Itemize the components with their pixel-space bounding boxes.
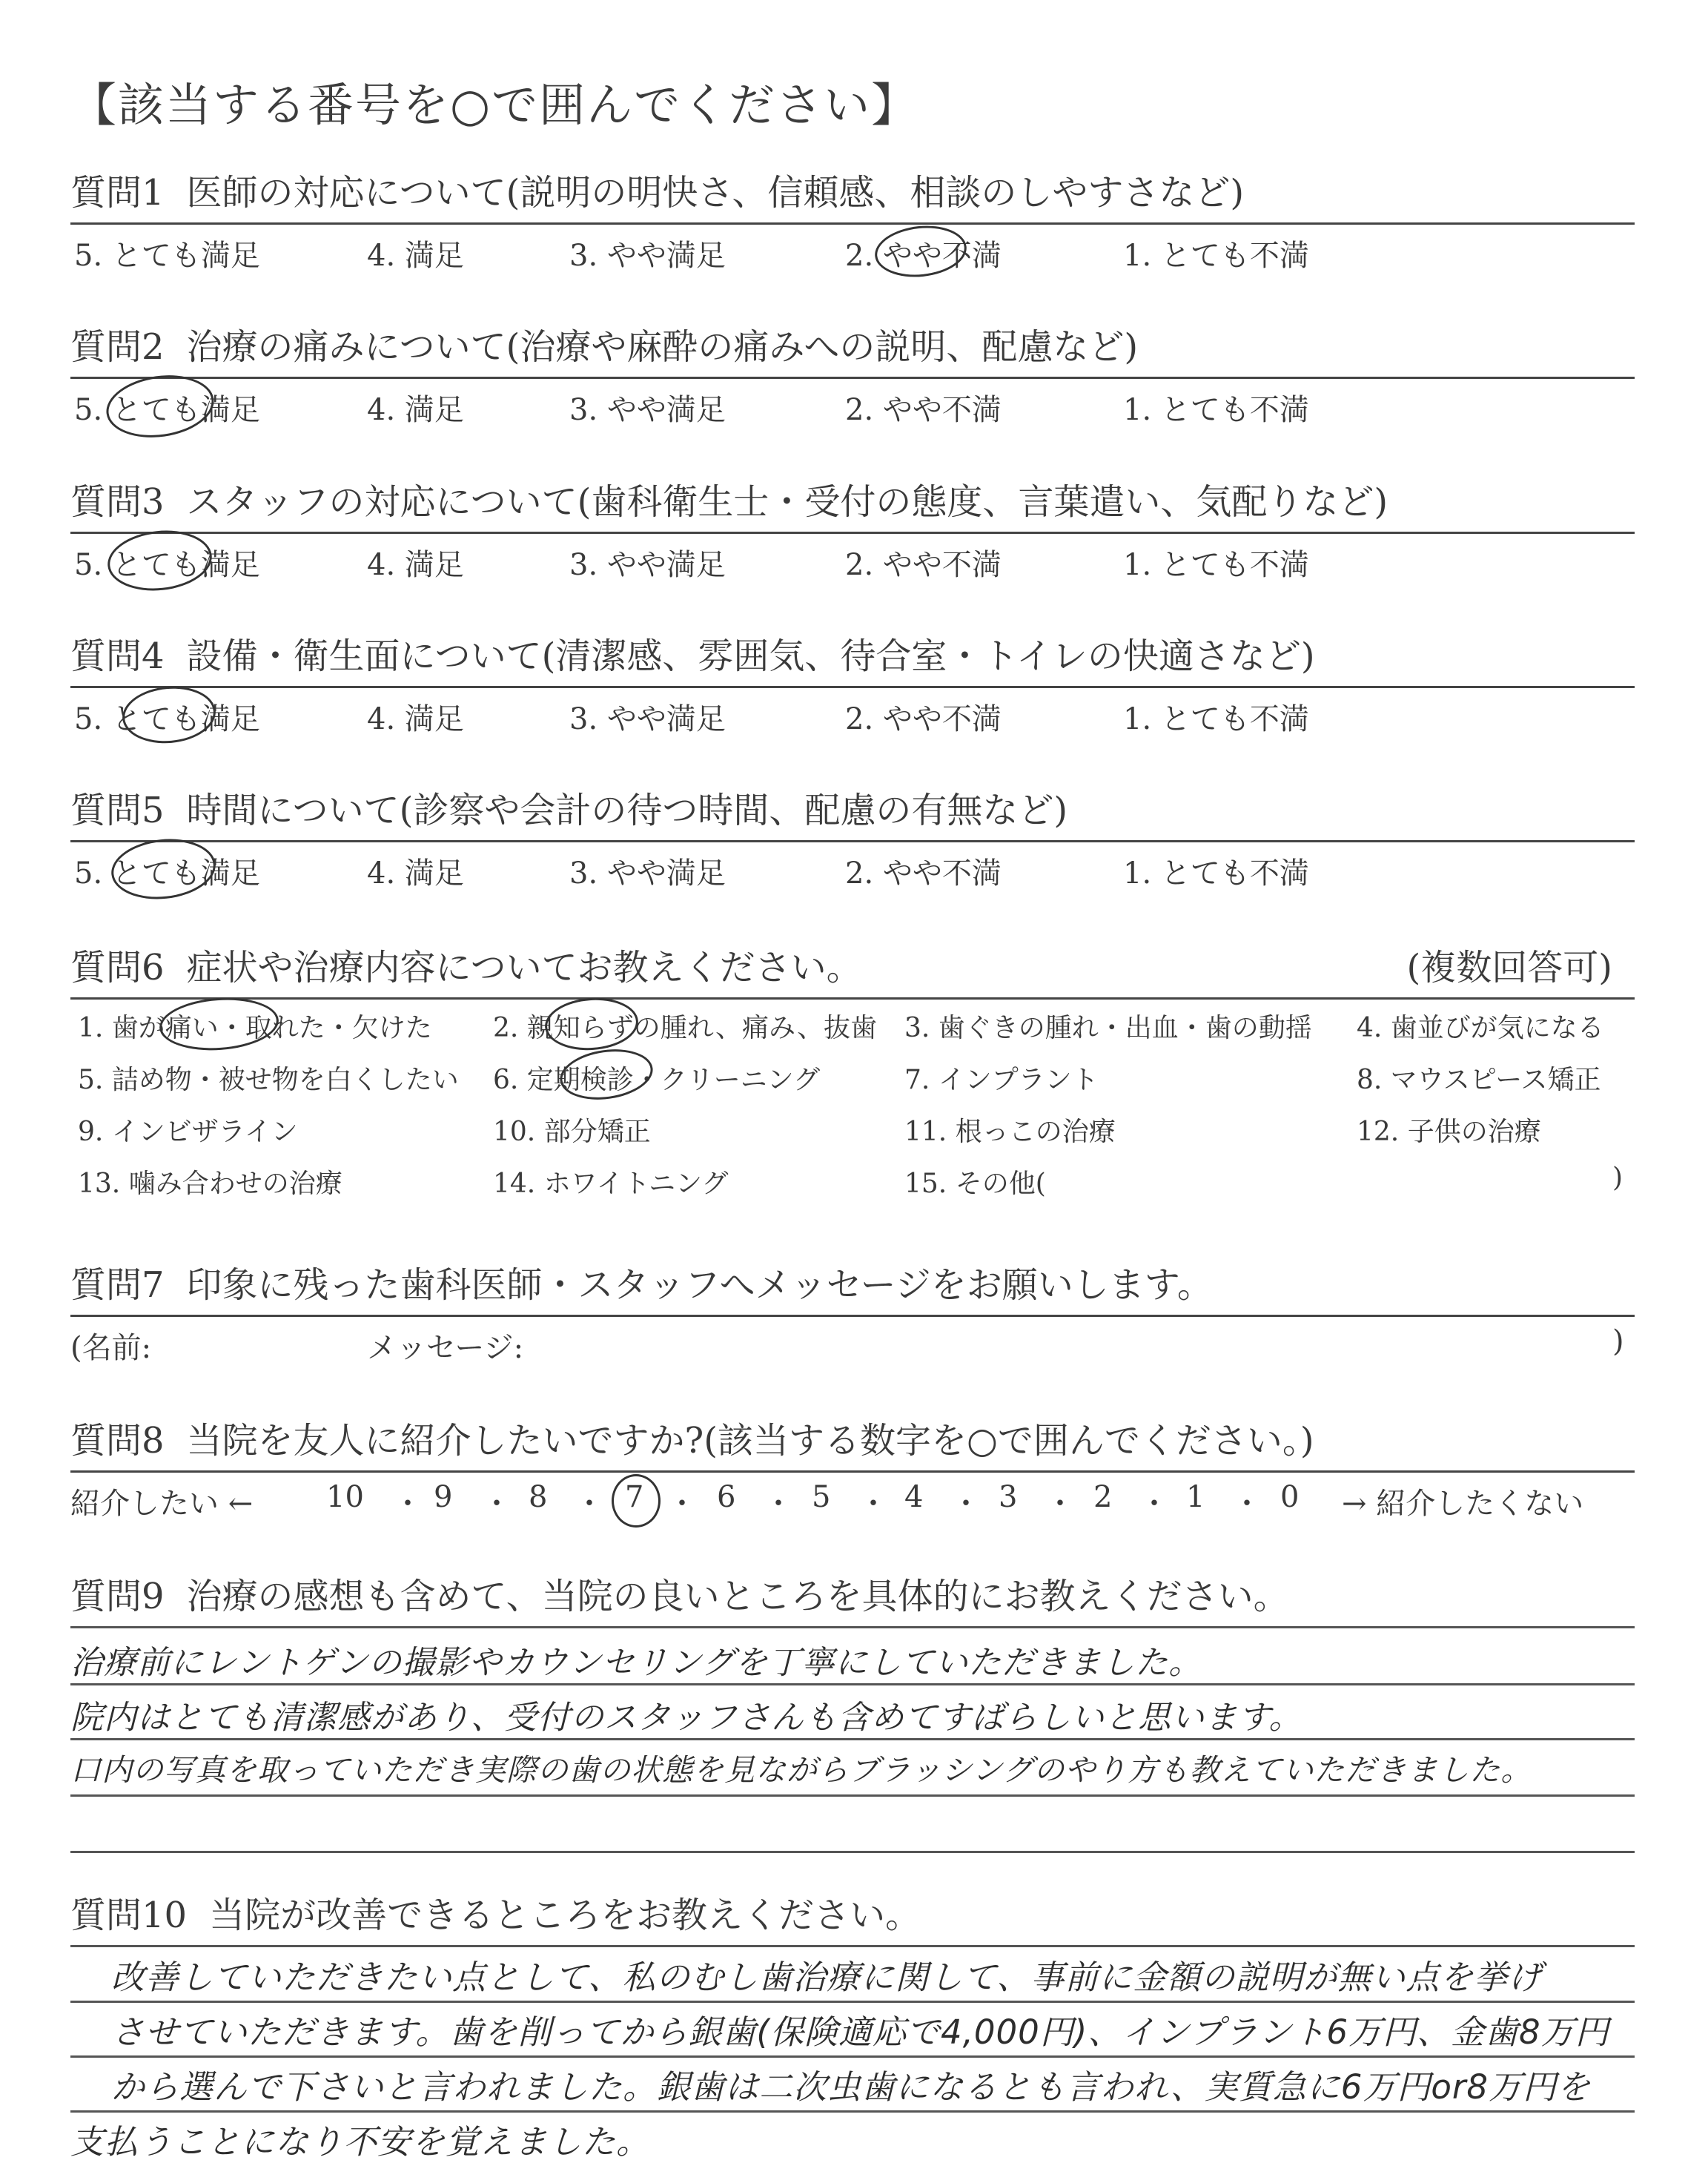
option-3[interactable]: 3. やや満足 xyxy=(569,702,726,736)
question-9 xyxy=(70,1571,1635,1788)
handwritten-answer-line: 治療前にレントゲンの撮影やカウンセリングを丁寧にしていただきました。 xyxy=(70,1644,1202,1682)
handwritten-answer-line: 支払うことになり不安を覚えました。 xyxy=(70,2122,651,2162)
symptom-item[interactable]: 10. 部分矯正 xyxy=(493,1117,651,1147)
other-close-paren: ) xyxy=(1612,1163,1623,1193)
symptom-item[interactable]: 11. 根っこの治療 xyxy=(904,1117,1116,1147)
writing-line xyxy=(70,1794,1635,1797)
option-3[interactable]: 3. やや満足 xyxy=(569,548,726,582)
scale-number[interactable]: 0 xyxy=(1280,1480,1300,1514)
question-number: 質問3 xyxy=(70,481,165,523)
selection-circle xyxy=(102,369,218,444)
question-number: 質問8 xyxy=(70,1420,165,1462)
question-number: 質問4 xyxy=(70,635,165,677)
option-4[interactable]: 4. 満足 xyxy=(367,856,464,891)
option-4[interactable]: 4. 満足 xyxy=(367,548,464,582)
writing-line xyxy=(70,1683,1635,1685)
option-2[interactable]: 2. やや不満 xyxy=(845,239,1002,273)
selection-circle xyxy=(108,834,219,904)
name-field-label[interactable]: (名前: xyxy=(70,1331,152,1365)
question-number: 質問6 xyxy=(70,947,165,988)
writing-line xyxy=(70,2055,1635,2058)
handwritten-answer-line: 改善していただきたい点として、私のむし歯治療に関して、事前に金額の説明が無い点を挙げ xyxy=(111,1958,1543,1997)
close-paren: ) xyxy=(1612,1324,1624,1358)
scale-number[interactable]: 8 xyxy=(529,1480,548,1514)
question-text: 症状や治療内容についてお教えください。 xyxy=(186,947,862,988)
handwritten-answer-line: 院内はとても清潔感があり、受付のスタッフさんも含めてすばらしいと思います。 xyxy=(70,1699,1302,1737)
divider xyxy=(70,997,1635,1000)
scale-number[interactable]: 1 xyxy=(1186,1480,1205,1514)
question-text: スタッフの対応について(歯科衛生士・受付の態度、言葉遣い、気配りなど) xyxy=(186,481,1388,523)
selection-circle xyxy=(105,526,215,595)
writing-line xyxy=(70,2001,1635,2003)
writing-line xyxy=(70,1626,1635,1628)
scale-number[interactable]: 3 xyxy=(999,1480,1018,1514)
scale-number[interactable]: 6 xyxy=(717,1480,736,1514)
option-2[interactable]: 2. やや不満 xyxy=(845,856,1002,891)
symptom-item[interactable]: 12. 子供の治療 xyxy=(1357,1117,1541,1147)
question-text: 医師の対応について(説明の明快さ、信頼感、相談のしやすさなど) xyxy=(186,172,1245,214)
option-5[interactable]: 5. とても満足 xyxy=(74,856,260,891)
question-text: 当院を友人に紹介したいですか?(該当する数字を○で囲んでください。) xyxy=(186,1420,1314,1462)
writing-line xyxy=(70,1945,1635,1947)
option-4[interactable]: 4. 満足 xyxy=(367,393,464,427)
scale-number[interactable]: 7 xyxy=(625,1480,644,1514)
question-number: 質問9 xyxy=(70,1576,165,1617)
question-number: 質問1 xyxy=(70,172,165,214)
handwritten-answer-line: させていただきます。歯を削ってから銀歯(保険適応で4,000円)、インプラント6万円、金歯8万円 xyxy=(111,2012,1609,2052)
rating-options xyxy=(70,232,1635,277)
scale-number[interactable]: 9 xyxy=(434,1480,453,1514)
option-1[interactable]: 1. とても不満 xyxy=(1123,856,1309,891)
question-5 xyxy=(70,785,1635,891)
question-number: 質問7 xyxy=(70,1264,165,1306)
divider xyxy=(70,222,1635,225)
option-1[interactable]: 1. とても不満 xyxy=(1123,548,1309,582)
divider xyxy=(70,686,1635,688)
question-6 xyxy=(70,942,1635,1199)
symptom-item[interactable]: 1. 歯が痛い・取れた・欠けた xyxy=(78,1013,432,1043)
scale-number[interactable]: 5 xyxy=(812,1480,831,1514)
option-3[interactable]: 3. やや満足 xyxy=(569,239,726,273)
symptom-item[interactable]: 6. 定期検診・クリーニング xyxy=(493,1065,821,1095)
message-fields xyxy=(70,1324,1635,1369)
rating-options xyxy=(70,696,1635,740)
symptom-item[interactable]: 4. 歯並びが気になる xyxy=(1357,1013,1604,1043)
message-field-label[interactable]: メッセージ: xyxy=(367,1331,524,1365)
handwritten-answer-line: 口内の写真を取っていただき実際の歯の状態を見ながらブラッシングのやり方も教えていただきました。 xyxy=(70,1752,1532,1788)
writing-line xyxy=(70,1738,1635,1740)
option-5[interactable]: 5. とても満足 xyxy=(74,393,260,427)
selection-circle xyxy=(612,1474,661,1528)
option-1[interactable]: 1. とても不満 xyxy=(1123,239,1309,273)
symptom-item[interactable]: 2. 親知らずの腫れ、痛み、抜歯 xyxy=(493,1013,878,1043)
question-number: 質問10 xyxy=(70,1895,188,1936)
question-2 xyxy=(70,321,1635,427)
symptom-item[interactable]: 13. 噛み合わせの治療 xyxy=(78,1169,342,1199)
rating-options xyxy=(70,850,1635,894)
multiple-answers-note: (複数回答可) xyxy=(1406,947,1612,988)
question-1 xyxy=(70,167,1635,273)
option-4[interactable]: 4. 満足 xyxy=(367,702,464,736)
question-text: 印象に残った歯科医師・スタッフへメッセージをお願いします。 xyxy=(186,1264,1213,1306)
divider xyxy=(70,377,1635,379)
scale-number[interactable]: 10 xyxy=(326,1480,364,1514)
option-1[interactable]: 1. とても不満 xyxy=(1123,393,1309,427)
rating-options xyxy=(70,386,1635,431)
option-5[interactable]: 5. とても満足 xyxy=(74,239,260,273)
question-number: 質問5 xyxy=(70,790,165,831)
recommend-scale: 紹介したい ← 10 ・ 9 ・ 8 ・ 7 ・ 6 ・ 5 ・ 4 ・ 3 ・ 2 ・ 1 ・ 0 → 紹介したくない xyxy=(70,1480,1635,1525)
divider xyxy=(70,532,1635,534)
question-text: 時間について(診察や会計の待つ時間、配慮の有無など) xyxy=(186,790,1068,831)
scale-number[interactable]: 2 xyxy=(1093,1480,1113,1514)
question-7 xyxy=(70,1259,1635,1365)
option-2[interactable]: 2. やや不満 xyxy=(845,548,1002,582)
scale-number[interactable]: 4 xyxy=(904,1480,924,1514)
handwritten-answer-line: から選んで下さいと言われました。銀歯は二次虫歯になるとも言われ、実質急に6万円or8万円を xyxy=(111,2067,1591,2107)
rating-options xyxy=(70,541,1635,586)
symptom-item[interactable]: 14. ホワイトニング xyxy=(493,1169,729,1199)
option-4[interactable]: 4. 満足 xyxy=(367,239,464,273)
symptom-item[interactable]: 3. 歯ぐきの腫れ・出血・歯の動揺 xyxy=(904,1013,1312,1043)
symptom-item[interactable]: 9. インビザライン xyxy=(78,1117,298,1147)
writing-line xyxy=(70,2110,1635,2113)
question-text: 当院が改善できるところをお教えください。 xyxy=(209,1895,921,1936)
symptom-item[interactable]: 15. その他( xyxy=(904,1169,1046,1199)
divider xyxy=(70,1470,1635,1473)
question-text: 治療の痛みについて(治療や麻酔の痛みへの説明、配慮など) xyxy=(186,326,1139,368)
symptom-item[interactable]: 7. インプラント xyxy=(904,1065,1099,1095)
option-3[interactable]: 3. やや満足 xyxy=(569,856,726,891)
option-2[interactable]: 2. やや不満 xyxy=(845,702,1002,736)
option-5[interactable]: 5. とても満足 xyxy=(74,702,260,736)
writing-line xyxy=(70,1851,1635,1853)
symptom-item[interactable]: 8. マウスピース矯正 xyxy=(1357,1065,1601,1095)
divider xyxy=(70,840,1635,842)
question-3 xyxy=(70,476,1635,582)
symptom-item[interactable]: 5. 詰め物・被せ物を白くしたい xyxy=(78,1065,459,1095)
divider xyxy=(70,1315,1635,1317)
question-text: 設備・衛生面について(清潔感、雰囲気、待合室・トイレの快適さなど) xyxy=(186,635,1315,677)
option-2[interactable]: 2. やや不満 xyxy=(845,393,1002,427)
page-title: 【該当する番号を○で囲んでください】 xyxy=(70,78,919,132)
option-5[interactable]: 5. とても満足 xyxy=(74,548,260,582)
question-10 xyxy=(70,1889,1635,2162)
question-4 xyxy=(70,630,1635,736)
option-3[interactable]: 3. やや満足 xyxy=(569,393,726,427)
question-number: 質問2 xyxy=(70,326,165,368)
question-8 xyxy=(70,1415,1635,1521)
scale-left-label: 紹介したい ← xyxy=(70,1487,254,1521)
selection-circle xyxy=(158,994,280,1054)
option-1[interactable]: 1. とても不満 xyxy=(1123,702,1309,736)
scale-right-label: → 紹介したくない xyxy=(1342,1487,1584,1521)
question-text: 治療の感想も含めて、当院の良いところを具体的にお教えください。 xyxy=(186,1576,1289,1617)
